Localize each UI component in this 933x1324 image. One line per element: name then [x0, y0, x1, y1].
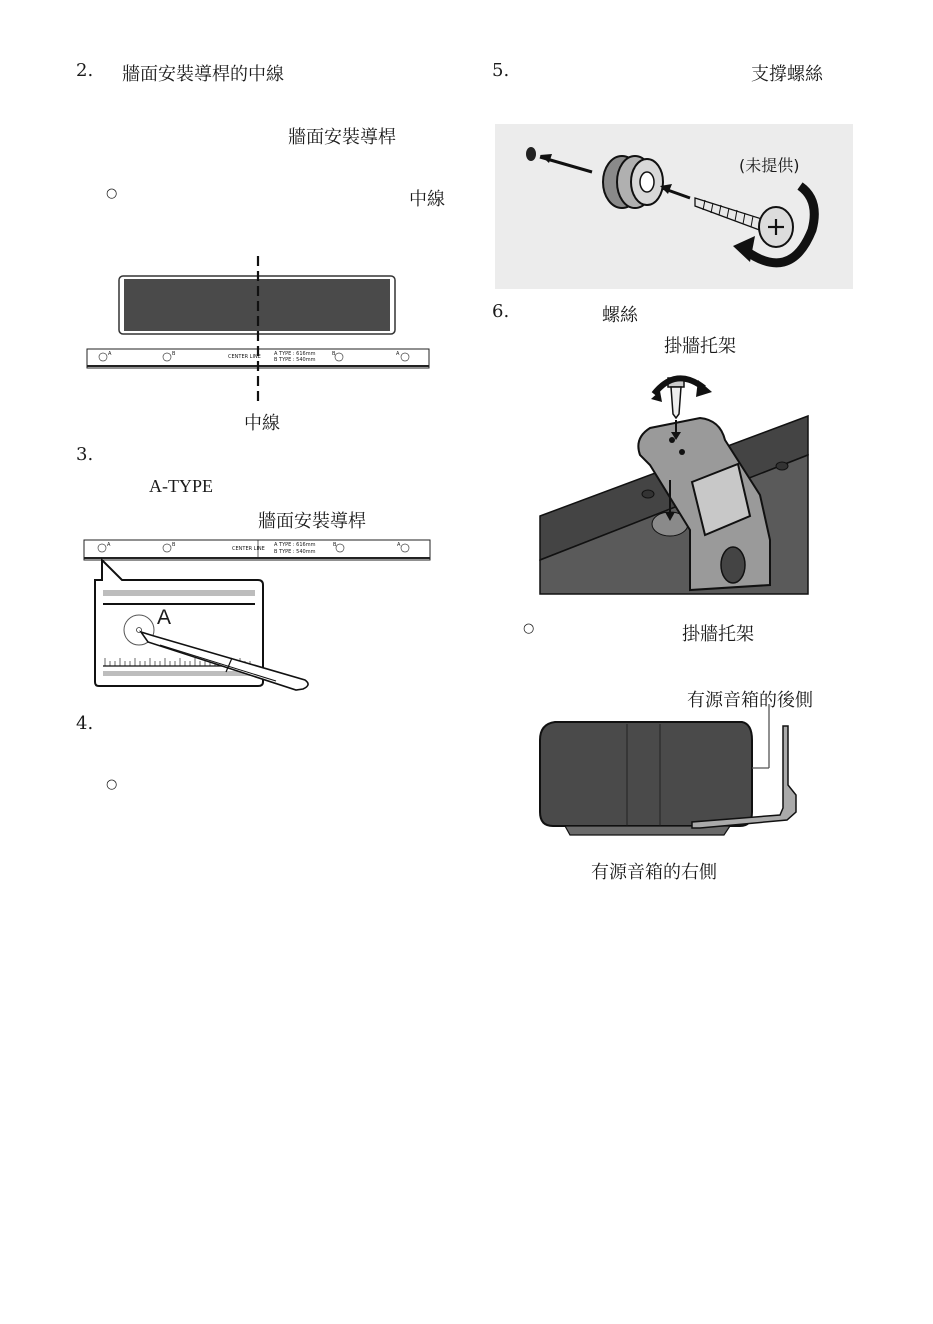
step-2-bullet: ○	[106, 186, 118, 201]
ruler1-marker-a-right: A	[396, 351, 400, 357]
note-bullet: ○	[523, 621, 535, 636]
ruler1-type-b: B TYPE : 540mm	[274, 357, 316, 363]
step-4-bullet: ○	[106, 777, 118, 792]
step-3-guide-label: 牆面安裝導桿	[258, 511, 366, 532]
callout-marker-a: A	[157, 606, 172, 629]
step-2-number: 2.	[76, 60, 94, 81]
step-3-number: 3.	[76, 444, 94, 465]
ruler2-marker-b-right: B	[333, 542, 337, 548]
ruler1-marker-b-right: B	[332, 351, 336, 357]
ruler2-type-a: A TYPE : 616mm	[274, 542, 316, 548]
step-6-screw-label: 螺絲	[602, 305, 638, 326]
ruler2-center-text: CENTER LINE	[232, 546, 265, 552]
note-bracket-label: 掛牆托架	[682, 624, 754, 645]
step-5-number: 5.	[492, 60, 510, 81]
step-4-number: 4.	[76, 713, 94, 734]
step-2-centerline-label: 中線	[409, 189, 445, 210]
ruler2-type-b: B TYPE : 540mm	[274, 549, 316, 555]
ruler2-marker-a-left: A	[107, 542, 111, 548]
figure-3-note: (未提供)	[739, 156, 800, 175]
ruler1-marker-a-left: A	[108, 351, 112, 357]
step-6-bracket-label: 掛牆托架	[664, 336, 736, 357]
step-2-title: 牆面安裝導桿的中線	[122, 64, 284, 85]
ruler1-center-text: CENTER LINE	[228, 354, 261, 360]
figure-5-side-label: 有源音箱的右側	[591, 862, 717, 883]
ruler2-marker-b-left: B	[172, 542, 176, 548]
figure-5-back-label: 有源音箱的後側	[687, 690, 813, 711]
ruler1-marker-b-left: B	[172, 351, 176, 357]
step-2-guide-label: 牆面安裝導桿	[288, 127, 396, 148]
ruler2-marker-a-right: A	[397, 542, 401, 548]
step-6-number: 6.	[492, 301, 510, 322]
ruler1-type-a: A TYPE : 616mm	[274, 351, 316, 357]
step-3-type-label: A-TYPE	[149, 476, 213, 496]
figure-1-caption: 中線	[244, 413, 280, 434]
step-5-title: 支撐螺絲	[751, 64, 823, 85]
